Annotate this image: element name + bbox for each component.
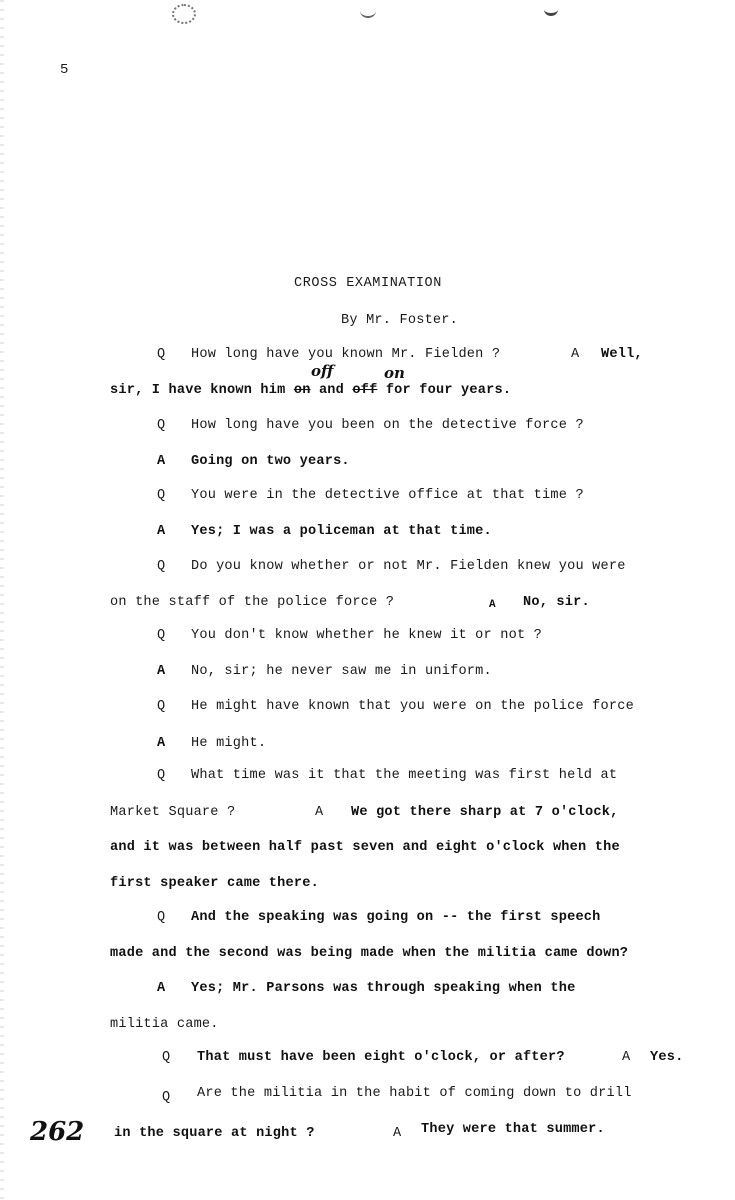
a-marker: A	[157, 664, 166, 679]
a-marker: A	[157, 736, 166, 751]
a-marker: A	[622, 1050, 631, 1065]
question-text: Market Square ?	[110, 805, 236, 820]
q-marker: Q	[157, 628, 166, 643]
answer-text: Well,	[601, 347, 643, 362]
page-number: 5	[60, 62, 69, 78]
question-text: What time was it that the meeting was first held at	[191, 768, 618, 783]
answer-text: sir, I have known him on and off for four years.	[110, 383, 512, 398]
answer-text: No, sir.	[523, 595, 590, 610]
answer-text: militia came.	[110, 1017, 219, 1032]
question-text: And the speaking was going on -- the first speech	[191, 910, 601, 925]
q-marker: Q	[157, 768, 166, 783]
a-marker: A	[393, 1126, 402, 1141]
answer-text: and it was between half past seven and eight o'clock when the	[110, 840, 620, 855]
answer-text: He might.	[191, 736, 267, 751]
q-marker: Q	[157, 488, 166, 503]
a-marker: A	[157, 524, 166, 539]
answer-text: We got there sharp at 7 o'clock,	[351, 805, 619, 820]
section-heading: CROSS EXAMINATION	[294, 276, 442, 291]
answer-text: No, sir; he never saw me in uniform.	[191, 664, 492, 679]
question-text: He might have known that you were on the police force	[191, 699, 634, 714]
question-text: You were in the detective office at that time ?	[191, 488, 584, 503]
answer-text: Yes.	[650, 1050, 684, 1065]
answer-text: They were that summer.	[421, 1122, 605, 1137]
answer-text: Going on two years.	[191, 454, 350, 469]
answer-text: first speaker came there.	[110, 876, 319, 891]
a-marker: A	[571, 347, 580, 362]
q-marker: Q	[157, 559, 166, 574]
q-marker: Q	[157, 418, 166, 433]
a-marker: A	[315, 805, 324, 820]
question-text: made and the second was being made when the militia came down?	[110, 946, 629, 961]
question-text: Do you know whether or not Mr. Fielden knew you were	[191, 559, 626, 574]
handwritten-insert: on	[384, 364, 405, 382]
question-text: Are the militia in the habit of coming down to drill	[197, 1086, 632, 1101]
scan-smudge	[172, 4, 196, 24]
q-marker: Q	[157, 699, 166, 714]
q-marker: Q	[162, 1090, 171, 1105]
q-marker: Q	[157, 347, 166, 362]
handwritten-insert: off	[311, 362, 334, 380]
struck-word: on	[293, 383, 311, 398]
q-marker: Q	[162, 1050, 171, 1065]
handwritten-page-number: 262	[30, 1117, 85, 1147]
scan-smudge	[544, 3, 558, 16]
scan-smudge	[360, 4, 376, 18]
examiner-line: By Mr. Foster.	[341, 313, 459, 328]
question-text: in the square at night ?	[114, 1126, 315, 1141]
question-text: That must have been eight o'clock, or after?	[197, 1050, 565, 1065]
question-text: You don't know whether he knew it or not ?	[191, 628, 543, 643]
scan-edge	[0, 0, 4, 1200]
a-marker: A	[157, 981, 166, 996]
a-marker: A	[157, 454, 166, 469]
answer-text: Yes; Mr. Parsons was through speaking when the	[191, 981, 576, 996]
question-text: on the staff of the police force ?	[110, 595, 395, 610]
struck-word: off	[352, 383, 378, 398]
a-marker: A	[489, 599, 496, 611]
answer-text: Yes; I was a policeman at that time.	[191, 524, 492, 539]
question-text: How long have you been on the detective force ?	[191, 418, 584, 433]
q-marker: Q	[157, 910, 166, 925]
question-text: How long have you known Mr. Fielden ?	[191, 347, 501, 362]
